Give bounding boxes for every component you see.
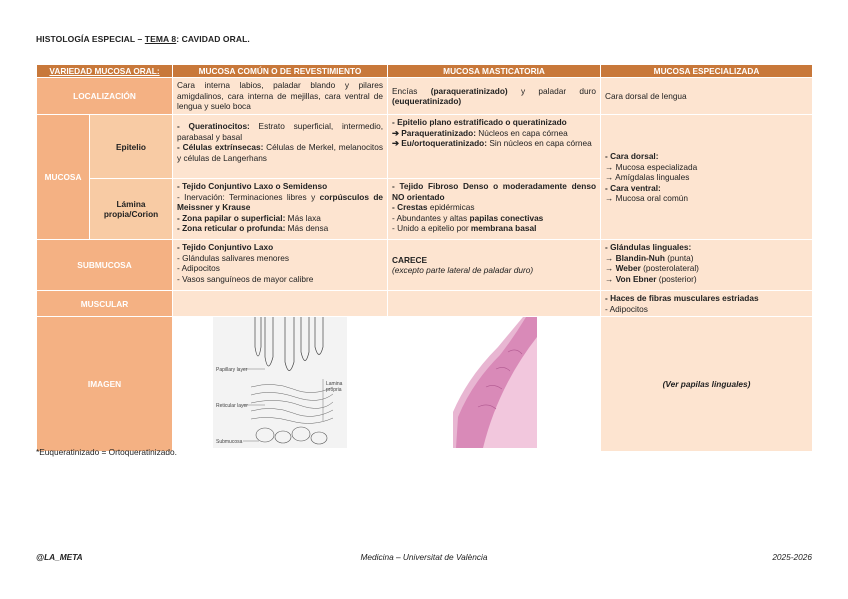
loc-especializada: Cara dorsal de lengua <box>601 78 813 115</box>
title-tema: TEMA 8 <box>144 34 177 44</box>
loc-masticatoria: Encías (paraqueratinizado) y paladar duro (euqueratinizado) <box>388 78 601 115</box>
header-especializada: MUCOSA ESPECIALIZADA <box>601 65 813 78</box>
muscular-comun <box>173 291 388 317</box>
submucosa-comun: - Tejido Conjuntivo Laxo - Glándulas salivares menores - Adipocitos - Vasos sanguíneos de mayor calibre <box>173 240 388 291</box>
title-prefix: HISTOLOGÍA ESPECIAL – <box>36 34 145 44</box>
muscular-masticatoria <box>388 291 601 317</box>
muscular-especializada: - Haces de fibras musculares estriadas - Adipocitos <box>601 291 813 317</box>
fig-label-submucosa: Submucosa <box>216 439 243 446</box>
lamina-masticatoria: - Tejido Fibroso Denso o moderadamente denso NO orientado - Crestas epidérmicas - Abundantes y altas papilas conectivas - Unido a epitelio por membrana basal <box>388 179 601 240</box>
gum-micrograph <box>388 317 601 448</box>
loc-comun: Cara interna labios, paladar blando y pilares amigdalinos, cara interna de mejillas, cara ventral de lengua y suelo boca <box>173 78 388 115</box>
row-epitelio <box>37 115 813 179</box>
epitelio-masticatoria: - Epitelio plano estratificado o queratinizado ➔ Paraqueratinizado: Núcleos en capa córnea ➔ Eu/ortoqueratinizado: Sin núcleos en capa córnea <box>388 115 601 179</box>
fig-label-papillary: Papillary layer <box>216 367 248 374</box>
label-localizacion: LOCALIZACIÓN <box>37 78 173 115</box>
row-localizacion <box>37 78 813 115</box>
label-submucosa: SUBMUCOSA <box>37 240 173 291</box>
label-mucosa: MUCOSA <box>37 115 90 240</box>
footer-author: @LA_META <box>36 552 83 562</box>
header-masticatoria: MUCOSA MASTICATORIA <box>388 65 601 78</box>
header-variedad: VARIEDAD MUCOSA ORAL: <box>37 65 173 78</box>
row-muscular <box>37 291 813 317</box>
submucosa-masticatoria: CARECE (excepto parte lateral de paladar duro) <box>388 240 601 291</box>
label-epitelio: Epitelio <box>90 115 173 179</box>
epitelio-comun: - Queratinocitos: Estrato superficial, intermedio, parabasal y basal - Células extrínsecas: Células de Merkel, melanocitos y células de Langerhans <box>173 115 388 179</box>
submucosa-especializada: - Glándulas linguales: → Blandin-Nuh (punta) → Weber (posterolateral) → Von Ebner (posterior) <box>601 240 813 291</box>
imagen-comun <box>173 317 388 451</box>
fig-label-reticular: Reticular layer <box>216 403 248 410</box>
label-muscular: MUSCULAR <box>37 291 173 317</box>
histology-drawing <box>173 317 388 448</box>
page-title <box>36 34 250 44</box>
row-imagen <box>37 317 813 451</box>
imagen-masticatoria <box>388 317 601 451</box>
histology-table <box>36 64 813 452</box>
label-imagen: IMAGEN <box>37 317 173 451</box>
footer-institution: Medicina – Universitat de València <box>360 552 488 562</box>
mucosa-especializada: - Cara dorsal: → Mucosa especializada → Amígdalas linguales - Cara ventral: → Mucosa oral común <box>601 115 813 240</box>
label-lamina: Lámina propia/Corion <box>90 179 173 240</box>
imagen-especializada: (Ver papilas linguales) <box>601 317 813 451</box>
lamina-comun: - Tejido Conjuntivo Laxo o Semidenso - Inervación: Terminaciones libres y corpúsculos de Meissner y Krause - Zona papilar o superficial: Más laxa - Zona reticular o profunda: Más densa <box>173 179 388 240</box>
header-comun: MUCOSA COMÚN O DE REVESTIMIENTO <box>173 65 388 78</box>
fig-label-lamina: Lamina <box>326 381 343 388</box>
row-submucosa <box>37 240 813 291</box>
footer-year: 2025-2026 <box>772 552 812 562</box>
title-rest: : CAVIDAD ORAL. <box>176 34 250 44</box>
header-row <box>37 65 813 78</box>
fig-label-propria: propria <box>326 387 342 394</box>
footnote: *Euqueratinizado = Ortoqueratinizado. <box>36 447 177 457</box>
